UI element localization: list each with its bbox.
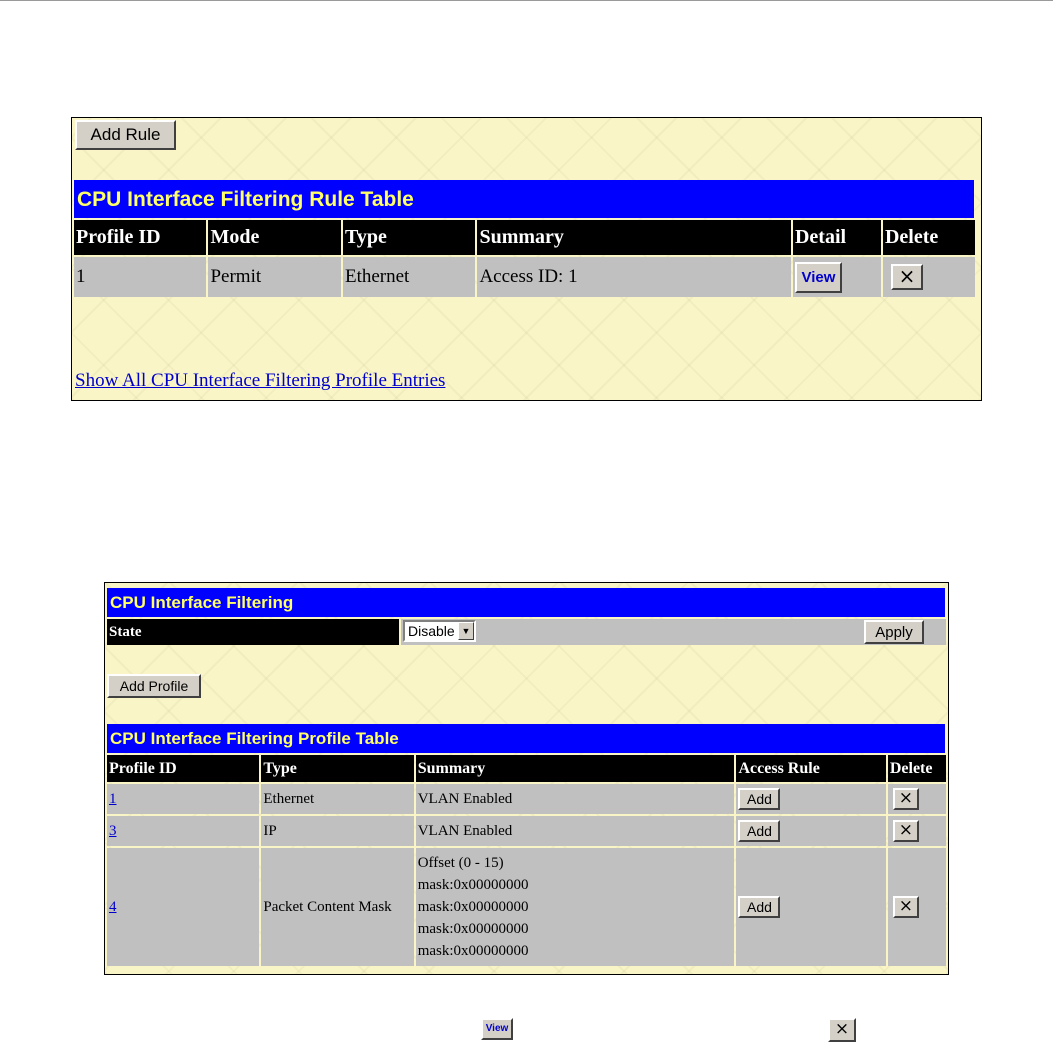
- top-divider: [0, 0, 1053, 1]
- col-access-rule: Access Rule: [736, 755, 885, 782]
- cell-profile-id: [107, 816, 259, 846]
- delete-icon[interactable]: ×: [893, 896, 919, 918]
- cell-summary: Access ID: 1: [477, 257, 791, 297]
- cell-summary: VLAN Enabled: [416, 784, 735, 814]
- table-row: [107, 848, 946, 966]
- add-rule-button[interactable]: Add Rule: [75, 120, 176, 150]
- rule-table-panel: [71, 117, 982, 401]
- col-detail: Detail: [793, 220, 881, 255]
- table-row: [107, 816, 946, 846]
- add-profile-button[interactable]: Add Profile: [107, 674, 201, 698]
- cell-type: IP: [261, 816, 413, 846]
- delete-icon[interactable]: ×: [893, 788, 919, 810]
- show-all-profiles-link[interactable]: Show All CPU Interface Filtering Profile Entries: [75, 370, 446, 391]
- col-type: Type: [261, 755, 413, 782]
- cell-profile-id: [107, 848, 259, 966]
- cell-delete: [888, 784, 946, 814]
- col-type: Type: [343, 220, 475, 255]
- cell-access-rule: [736, 784, 885, 814]
- state-table: [105, 617, 948, 647]
- cell-type: Packet Content Mask: [261, 848, 413, 966]
- cell-delete: [888, 816, 946, 846]
- add-rule-button[interactable]: Add: [738, 896, 780, 918]
- delete-icon[interactable]: ×: [893, 820, 919, 842]
- summary-line: mask:0x00000000: [417, 921, 529, 937]
- cell-access-rule: [736, 816, 885, 846]
- cell-type: Ethernet: [261, 784, 413, 814]
- cell-summary: VLAN Enabled: [416, 816, 735, 846]
- cell-access-rule: [736, 848, 885, 966]
- apply-button[interactable]: Apply: [864, 620, 924, 644]
- cell-delete: [883, 257, 975, 297]
- delete-icon[interactable]: ×: [891, 264, 923, 290]
- cell-mode: Permit: [208, 257, 340, 297]
- profile-table-panel: [104, 582, 949, 975]
- col-delete: Delete: [888, 755, 946, 782]
- add-rule-button[interactable]: Add: [738, 788, 780, 810]
- view-button[interactable]: View: [795, 262, 842, 293]
- state-cell: [401, 619, 946, 645]
- summary-line: mask:0x00000000: [417, 877, 529, 893]
- table-row: [74, 257, 975, 297]
- rule-table: [72, 218, 977, 299]
- profile-table-header: [107, 755, 946, 782]
- state-select[interactable]: [403, 620, 476, 642]
- chevron-down-icon[interactable]: ▼: [458, 622, 474, 640]
- summary-line: Offset (0 - 15): [417, 855, 504, 871]
- profile-link[interactable]: 4: [109, 898, 117, 915]
- delete-icon-legend: ×: [828, 1018, 856, 1042]
- state-label: State: [107, 619, 399, 645]
- profile-table: [105, 753, 948, 968]
- add-rule-button[interactable]: Add: [738, 820, 780, 842]
- profile-link[interactable]: 3: [109, 822, 117, 839]
- col-profile-id: Profile ID: [107, 755, 259, 782]
- cell-detail: [793, 257, 881, 297]
- table-row: [107, 784, 946, 814]
- filtering-title: CPU Interface Filtering: [107, 588, 945, 617]
- state-select-value: Disable: [408, 623, 455, 639]
- cell-delete: [888, 848, 946, 966]
- summary-line: mask:0x00000000: [417, 943, 529, 959]
- summary-line: mask:0x00000000: [417, 899, 529, 915]
- col-profile-id: Profile ID: [74, 220, 206, 255]
- profile-link[interactable]: 1: [109, 790, 117, 807]
- cell-profile-id: 1: [74, 257, 206, 297]
- view-button-legend: View: [481, 1018, 513, 1040]
- cell-summary: [416, 848, 735, 966]
- col-summary: Summary: [416, 755, 735, 782]
- cell-profile-id: [107, 784, 259, 814]
- col-mode: Mode: [208, 220, 340, 255]
- col-summary: Summary: [477, 220, 791, 255]
- profile-table-title: CPU Interface Filtering Profile Table: [107, 724, 945, 753]
- col-delete: Delete: [883, 220, 975, 255]
- rule-table-title: CPU Interface Filtering Rule Table: [74, 180, 974, 218]
- rule-table-header: [74, 220, 975, 255]
- cell-type: Ethernet: [343, 257, 475, 297]
